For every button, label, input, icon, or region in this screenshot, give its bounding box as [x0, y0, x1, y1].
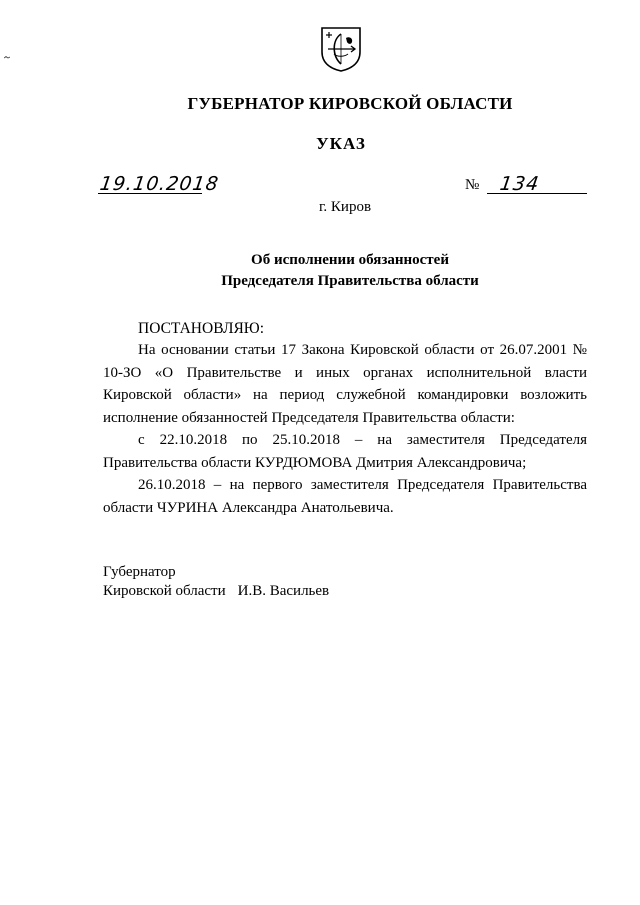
signatory-region-row [103, 582, 329, 601]
number-sign: № [465, 177, 480, 193]
decree-number: 134 [498, 173, 541, 195]
issue-city: г. Киров [318, 199, 372, 215]
date-underline [98, 193, 202, 194]
signatory-position: Губернатор [103, 564, 176, 580]
decree-date: 19.10.2018 [98, 173, 221, 195]
signatory-name: И.В. Васильев [237, 583, 330, 599]
heading-line-2: Председателя Правительства области [221, 273, 479, 289]
body-paragraph: На основании статьи 17 Закона Кировской области от 26.07.2001 № 10-ЗО «О Правительстве и иных органах исполнительной власти Кировской области» на период служебной командировки возложить исполнение обязанностей Председателя Правительства области: [103, 342, 587, 426]
body-paragraph: с 22.10.2018 по 25.10.2018 – на заместителя Председателя Правительства области КУРДЮМОВА Дмитрия Александровича; [103, 432, 587, 471]
decree-heading [140, 250, 560, 292]
decree-word: ПОСТАНОВЛЯЮ: [138, 320, 265, 337]
signatory-region: Кировской области [103, 583, 226, 599]
signature-block [103, 563, 329, 601]
heading-line-1: Об исполнении обязанностей [251, 252, 449, 268]
issuer-title: ГУБЕРНАТОР КИРОВСКОЙ ОБЛАСТИ [187, 94, 513, 113]
body-paragraph: 26.10.2018 – на первого заместителя Председателя Правительства области ЧУРИНА Александра Анатольевича. [103, 477, 587, 516]
decree-body [103, 339, 587, 519]
document-type: УКАЗ [316, 134, 366, 153]
scan-mark [4, 56, 10, 59]
coat-of-arms-icon [320, 26, 362, 72]
number-underline [487, 193, 587, 194]
